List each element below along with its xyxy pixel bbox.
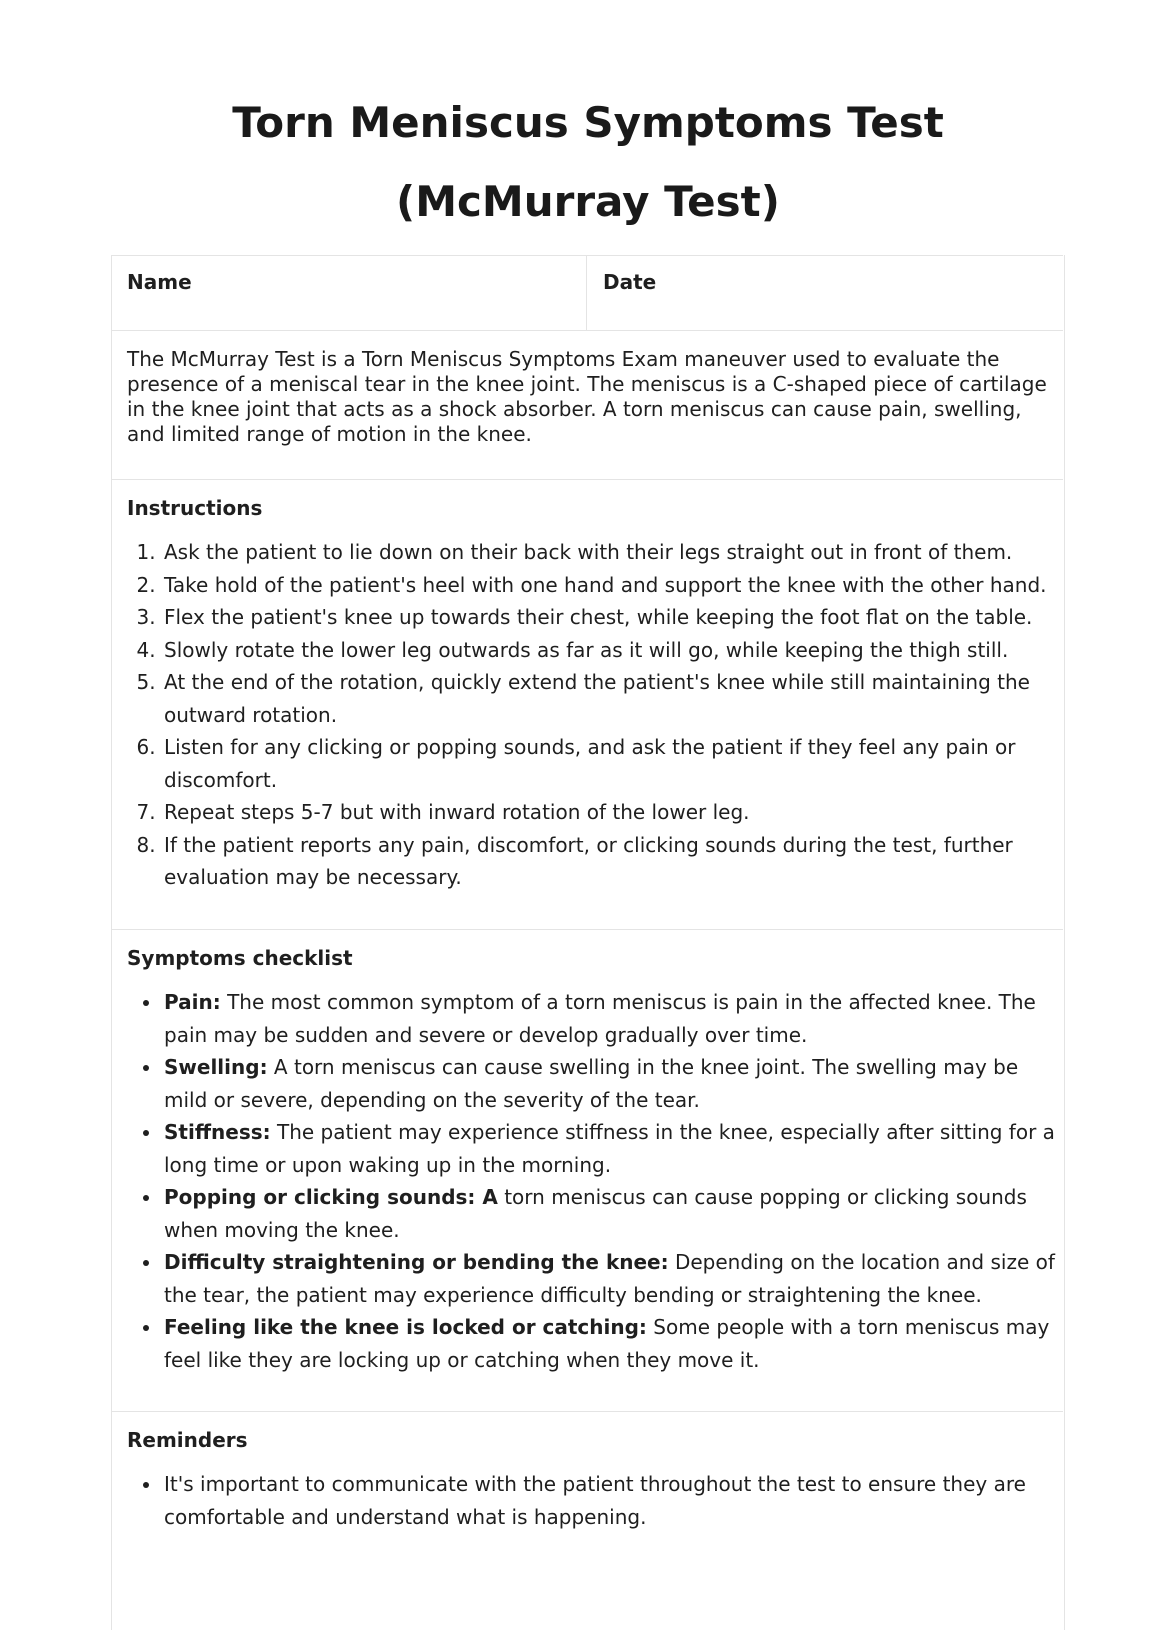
- instructions-section: [111, 479, 1063, 929]
- instruction-step: 1. Ask the patient to lie down on their back with their legs straight out in front of them.: [162, 536, 1057, 569]
- instruction-step: 3. Flex the patient's knee up towards their chest, while keeping the foot flat on the table.: [162, 601, 1057, 634]
- symptoms-list: [127, 986, 1057, 1376]
- symptom-item: [162, 1051, 1057, 1116]
- page-subtitle: (McMurray Test): [396, 177, 780, 226]
- symptom-item: [162, 1181, 1057, 1246]
- page-title: Torn Meniscus Symptoms Test: [232, 98, 944, 147]
- intro-section: [111, 330, 1063, 479]
- instruction-step: 5. At the end of the rotation, quickly extend the patient's knee while still maintaining the outward rotation.: [162, 666, 1057, 731]
- date-label: Date: [603, 270, 657, 294]
- intro-text: The McMurray Test is a Torn Meniscus Symptoms Exam maneuver used to evaluate the presence of a meniscal tear in the knee joint. The meniscus is a C-shaped piece of cartilage in the knee joint that acts as a shock absorber. A torn meniscus can cause pain, swelling, and limited range of motion in the knee.: [127, 347, 1047, 446]
- reminders-list: [127, 1468, 1057, 1533]
- name-date-row: [111, 255, 1063, 330]
- date-field[interactable]: [587, 256, 1063, 330]
- instruction-step: 7. Repeat steps 5-7 but with inward rotation of the lower leg.: [162, 796, 1057, 829]
- symptom-term: Swelling:: [164, 1055, 268, 1079]
- symptom-text: Some people with a torn meniscus may feel like they are locking up or catching when they move it.: [164, 1315, 1050, 1372]
- symptom-text: torn meniscus can cause popping or clicking sounds when moving the knee.: [164, 1185, 1027, 1242]
- name-label: Name: [127, 270, 192, 294]
- symptom-term: Popping or clicking sounds: A: [164, 1185, 498, 1209]
- symptoms-heading: Symptoms checklist: [127, 946, 353, 970]
- symptoms-section: [111, 929, 1063, 1411]
- symptom-text: A torn meniscus can cause swelling in the knee joint. The swelling may be mild or severe, depending on the severity of the tear.: [164, 1055, 1019, 1112]
- symptom-term: Pain:: [164, 990, 221, 1014]
- symptom-text: The most common symptom of a torn meniscus is pain in the affected knee. The pain may be sudden and severe or develop gradually over time.: [164, 990, 1036, 1047]
- symptom-item: [162, 1116, 1057, 1181]
- symptom-item: [162, 986, 1057, 1051]
- instructions-heading: Instructions: [127, 496, 263, 520]
- instruction-step: 4. Slowly rotate the lower leg outwards as far as it will go, while keeping the thigh still.: [162, 634, 1057, 667]
- symptom-item: [162, 1246, 1057, 1311]
- reminder-item: • It's important to communicate with the patient throughout the test to ensure they are comfortable and understand what is happening.: [162, 1468, 1057, 1533]
- symptom-text: The patient may experience stiffness in the knee, especially after sitting for a long time or upon waking up in the morning.: [164, 1120, 1055, 1177]
- instruction-step: 2. Take hold of the patient's heel with one hand and support the knee with the other hand.: [162, 569, 1057, 602]
- symptom-term: Stiffness:: [164, 1120, 271, 1144]
- symptom-item: [162, 1311, 1057, 1376]
- symptom-term: Difficulty straightening or bending the knee:: [164, 1250, 669, 1274]
- instruction-step: 6. Listen for any clicking or popping sounds, and ask the patient if they feel any pain or discomfort.: [162, 731, 1057, 796]
- reminders-section: [111, 1411, 1063, 1631]
- instruction-step: 8. If the patient reports any pain, discomfort, or clicking sounds during the test, further evaluation may be necessary.: [162, 829, 1057, 894]
- instructions-list: [127, 536, 1057, 894]
- reminders-heading: Reminders: [127, 1428, 248, 1452]
- symptom-term: Feeling like the knee is locked or catching:: [164, 1315, 647, 1339]
- name-field[interactable]: [111, 256, 587, 330]
- symptom-text: Depending on the location and size of the tear, the patient may experience difficulty bending or straightening the knee.: [164, 1250, 1055, 1307]
